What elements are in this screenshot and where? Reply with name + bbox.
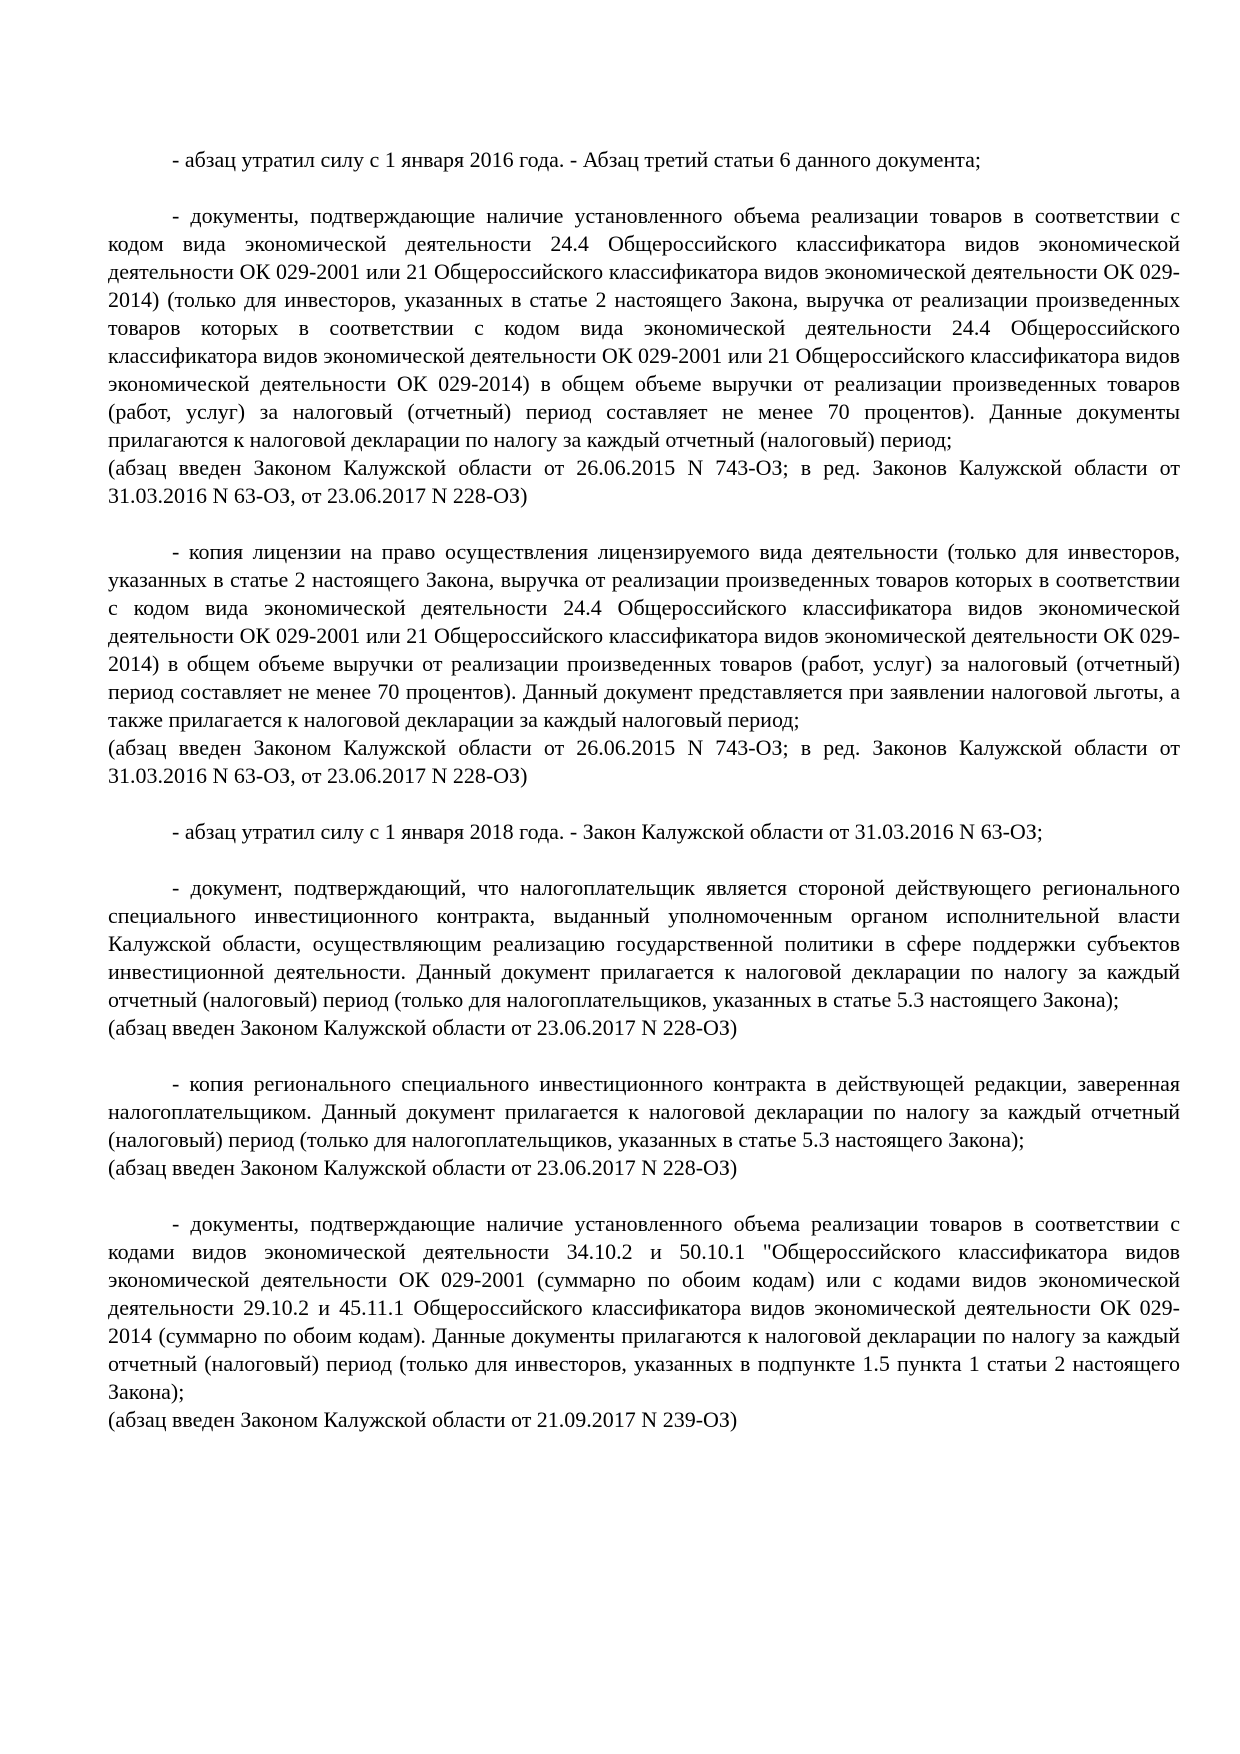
legal-paragraph-license-copy: - копия лицензии на право осуществления лицензируемого вида деятельности (только для инвесторов, указанных в статье 2 настоящего Закона, выручка от реализации произведенных товаров которых в соответствии с кодом вида экономической деятельности 24.4 Общероссийского классификатора видов экономической деятельности ОК 029-2001 или 21 Общероссийского классификатора видов экономической деятельности ОК 029-2014) в общем объеме выручки от реализации произведенных товаров (работ, услуг) за налоговый (отчетный) период составляет не менее 70 процентов). Данный документ представляется при заявлении налоговой льготы, а также прилагается к налоговой декларации за каждый налоговый период; [108,539,1180,732]
amendment-note: (абзац введен Законом Калужской области от 26.06.2015 N 743-ОЗ; в ред. Законов Калужской области от 31.03.2016 N 63-ОЗ, от 23.06.2017 N 228-ОЗ) [108,735,1180,788]
legal-paragraph-documents-24-4: - документы, подтверждающие наличие установленного объема реализации товаров в соответствии с кодом вида экономической деятельности 24.4 Общероссийского классификатора видов экономической деятельности ОК 029-2001 или 21 Общероссийского классификатора видов экономической деятельности ОК 029-2014) (только для инвесторов, указанных в статье 2 настоящего Закона, выручка от реализации произведенных товаров которых в соответствии с кодом вида экономической деятельности 24.4 Общероссийского классификатора видов экономической деятельности ОК 029-2001 или 21 Общероссийского классификатора видов экономической деятельности ОК 029-2014) в общем объеме выручки от реализации произведенных товаров (работ, услуг) за налоговый (отчетный) период составляет не менее 70 процентов). Данные документы прилагаются к налоговой декларации по налогу за каждый отчетный (налоговый) период; [108,203,1180,452]
amendment-note: (абзац введен Законом Калужской области от 23.06.2017 N 228-ОЗ) [108,1155,738,1180]
amendment-note: (абзац введен Законом Калужской области от 26.06.2015 N 743-ОЗ; в ред. Законов Калужской области от 31.03.2016 N 63-ОЗ, от 23.06.2017 N 228-ОЗ) [108,455,1180,508]
legal-paragraph-documents-34-10-2: - документы, подтверждающие наличие установленного объема реализации товаров в соответствии с кодами видов экономической деятельности 34.10.2 и 50.10.1 "Общероссийского классификатора видов экономической деятельности ОК 029-2001 (суммарно по обоим кодам) или с кодами видов экономической деятельности 29.10.2 и 45.11.1 Общероссийского классификатора видов экономической деятельности ОК 029-2014 (суммарно по обоим кодам). Данные документы прилагаются к налоговой декларации по налогу за каждый отчетный (налоговый) период (только для инвесторов, указанных в подпункте 1.5 пункта 1 статьи 2 настоящего Закона); [108,1211,1180,1404]
legal-paragraph-expired-2018: - абзац утратил силу с 1 января 2018 года. - Закон Калужской области от 31.03.2016 N 63-ОЗ; [172,819,1043,844]
legal-paragraph-expired-2016: - абзац утратил силу с 1 января 2016 года. - Абзац третий статьи 6 данного документа; [172,147,981,172]
amendment-note: (абзац введен Законом Калужской области от 23.06.2017 N 228-ОЗ) [108,1015,738,1040]
legal-paragraph-contract-copy: - копия регионального специального инвестиционного контракта в действующей редакции, заверенная налогоплательщиком. Данный документ прилагается к налоговой декларации по налогу за каждый отчетный (налоговый) период (только для налогоплательщиков, указанных в статье 5.3 настоящего Закона); [108,1071,1180,1152]
legal-paragraph-investment-contract-party: - документ, подтверждающий, что налогоплательщик является стороной действующего регионального специального инвестиционного контракта, выданный уполномоченным органом исполнительной власти Калужской области, осуществляющим реализацию государственной политики в сфере поддержки субъектов инвестиционной деятельности. Данный документ прилагается к налоговой декларации по налогу за каждый отчетный (налоговый) период (только для налогоплательщиков, указанных в статье 5.3 настоящего Закона); [108,875,1180,1012]
amendment-note: (абзац введен Законом Калужской области от 21.09.2017 N 239-ОЗ) [108,1407,738,1432]
